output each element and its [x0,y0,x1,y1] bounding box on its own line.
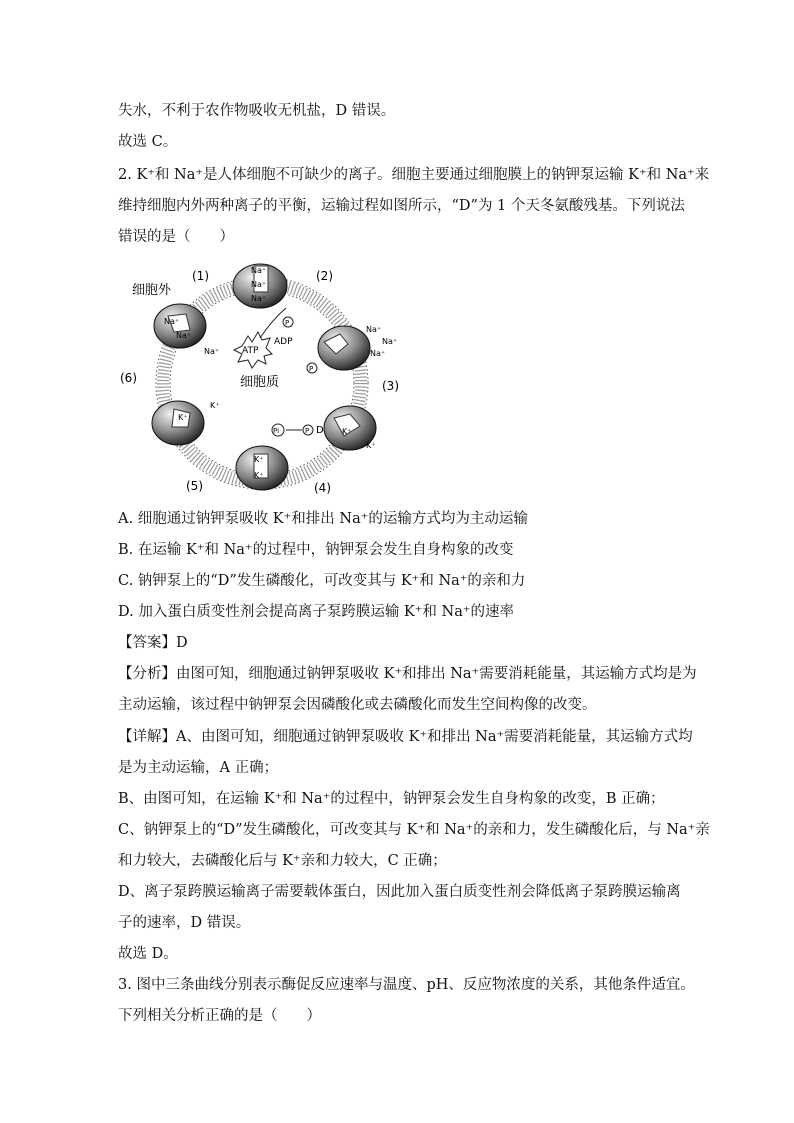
k-ion: K⁺ [366,441,376,450]
na-ion: Na⁺ [204,347,220,356]
adp-label: ADP [274,337,293,347]
pump-step-4 [236,446,288,490]
step-label-2: (2) [316,269,333,283]
question-2-stem-line-3: 错误的是（ ） [118,229,234,245]
question-3-stem-line-1: 3. 图中三条曲线分别表示酶促反应速率与温度、pH、反应物浓度的关系，其他条件适宜。 [118,977,695,993]
option-b: B. 在运输 K⁺和 Na⁺的过程中，钠钾泵会发生自身构象的改变 [118,542,514,558]
atp-label: ATP [242,346,259,356]
step-label-5: (5) [186,479,203,493]
sodium-potassium-pump-diagram [112,258,412,498]
step-label-1: (1) [192,269,209,283]
question-3-stem-line-2: 下列相关分析正确的是（ ） [118,1008,321,1024]
analysis-line-2: 主动运输，该过程中钠钾泵会因磷酸化或去磷酸化而发生空间构像的改变。 [118,697,597,713]
detail-line-3: B、由图可知，在运输 K⁺和 Na⁺的过程中，钠钾泵会发生自身构象的改变，B 正确； [118,791,665,807]
outside-label: 细胞外 [132,283,172,298]
option-d: D. 加入蛋白质变性剂会提高离子泵跨膜运输 K⁺和 Na⁺的速率 [118,604,515,620]
phosphate-label: P [285,319,290,327]
na-ion: Na⁺ [382,337,398,346]
detail-line-4: C、钠钾泵上的“D”发生磷酸化，可改变其与 K⁺和 Na⁺的亲和力，发生磷酸化后，与 Na⁺亲 [118,822,710,838]
na-ion: Na⁺ [251,294,267,303]
analysis-line-1: 【分析】由图可知，细胞通过钠钾泵吸收 K⁺和排出 Na⁺需要消耗能量，其运输方式均是为 [118,666,697,682]
pump-step-5 [152,401,204,445]
k-ion: K⁺ [254,471,264,480]
aspartate-d-label: D [316,425,324,436]
phosphate-label: P [305,427,310,435]
detail-line-6: D、离子泵跨膜运输离子需要载体蛋白，因此加入蛋白质变性剂会降低离子泵跨膜运输离 [118,884,681,900]
k-ion: K⁺ [342,427,352,436]
prev-selection-line: 故选 C。 [118,134,178,150]
selection-line: 故选 D。 [118,946,178,962]
na-ion: Na⁺ [366,325,382,334]
na-ion: Na⁺ [370,349,386,358]
k-ion: K⁺ [178,413,188,422]
detail-line-1: 【详解】A、由图可知，细胞通过钠钾泵吸收 K⁺和排出 Na⁺需要消耗能量，其运输方式均 [118,729,693,745]
k-ion: K⁺ [254,455,264,464]
prev-answer-line: 失水，不利于农作物吸收无机盐，D 错误。 [118,103,396,119]
step-label-3: (3) [382,379,399,393]
na-ion: Na⁺ [176,331,192,340]
answer-line: 【答案】D [118,635,188,651]
pi-label: Pi [273,427,280,435]
step-label-4: (4) [314,481,331,495]
option-a: A. 细胞通过钠钾泵吸收 K⁺和排出 Na⁺的运输方式均为主动运输 [118,511,528,527]
atp-to-pump-arrow [260,308,286,338]
cytoplasm-label: 细胞质 [240,375,280,390]
detail-line-2: 是为主动运输，A 正确； [118,760,279,776]
pump-step-6 [154,304,206,348]
na-ion: Na⁺ [251,266,267,275]
detail-line-7: 子的速率，D 错误。 [118,915,251,931]
k-ion: K⁺ [210,401,220,410]
option-c: C. 钠钾泵上的“D”发生磷酸化，可改变其与 K⁺和 Na⁺的亲和力 [118,573,526,589]
step-label-6: (6) [120,371,137,385]
question-2-stem-line-1: 2. K⁺和 Na⁺是人体细胞不可缺少的离子。细胞主要通过细胞膜上的钠钾泵运输 K⁺和 Na⁺来 [118,167,710,183]
phosphate-label: P [309,365,314,373]
na-ion: Na⁺ [164,317,180,326]
pump-step-2 [318,326,370,370]
na-ion: Na⁺ [251,280,267,289]
detail-line-5: 和力较大，去磷酸化后与 K⁺亲和力较大，C 正确； [118,853,447,869]
question-2-stem-line-2: 维持细胞内外两种离子的平衡，运输过程如图所示，“D”为 1 个天冬氨酸残基。下列说法 [118,198,685,214]
